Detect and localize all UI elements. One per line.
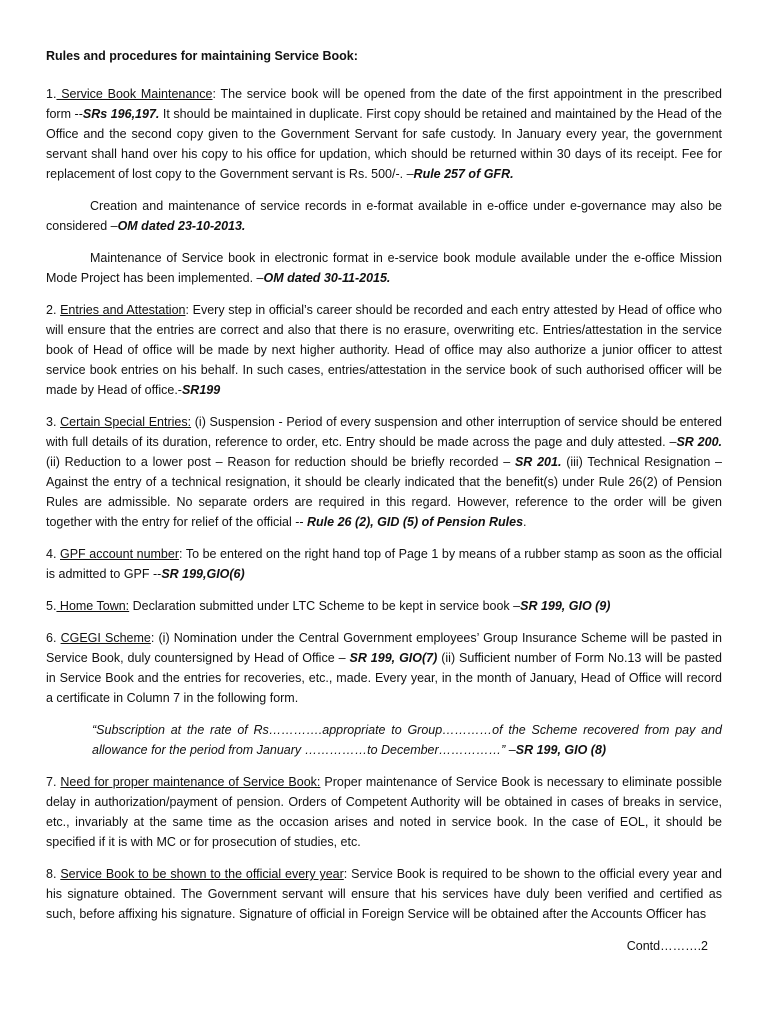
paragraph-number: 8.	[46, 867, 61, 881]
page-title: Rules and procedures for maintaining Service Book:	[46, 49, 358, 63]
paragraph-text: It should be maintained in duplicate. First copy should be retained and maintained by the Head of the Office and the second copy given to the Government Servant for safe custody. In January every year, the government servant shall hand over his copy to his office for updation, which should be returned within 30 days of its receipt. Fee for replacement of lost copy to the Government servant is Rs. 500/-. –	[46, 107, 722, 181]
section-heading: GPF account number	[60, 547, 179, 561]
paragraph-text: : Service Book is required to be shown to the official every year and his signature obtained. The Government servant will ensure that his services have duly been verified and certified as such, before affixing his signature. Signature of official in Foreign Service will be obtained after the Accounts Officer has	[46, 867, 722, 921]
paragraph-text: Creation and maintenance of service records in e-format available in e-office under e-governance may also be considered –	[46, 199, 722, 233]
paragraph-text: (ii) Reduction to a lower post – Reason for reduction should be briefly recorded –	[46, 455, 515, 469]
paragraph-text: : To be entered on the right hand top of Page 1 by means of a rubber stamp as soon as the official is admitted to GPF --	[46, 547, 722, 581]
rule-reference: OM dated 23-10-2013.	[117, 219, 246, 233]
paragraph-cgegi-scheme	[46, 628, 722, 708]
paragraph-special-entries	[46, 412, 722, 532]
paragraph-text: (iii) Technical Resignation – Against the entry of a technical resignation, it should be clearly indicated that the benefit(s) under Rule 26(2) of Pension Rules are admissible. No separate orders are required in this regard. However, reference to the order will be given together with the entry for relief of the official --	[46, 455, 722, 529]
paragraph-number: 7.	[46, 775, 61, 789]
continuation-marker: Contd……….2	[626, 939, 708, 953]
paragraph-text: .	[523, 515, 527, 529]
rule-reference: SR 199, GIO (8)	[515, 743, 607, 757]
section-heading: Home Town:	[56, 599, 130, 613]
section-heading: CGEGI Scheme	[60, 631, 151, 645]
paragraph-text: Declaration submitted under LTC Scheme to be kept in service book –	[129, 599, 521, 613]
rule-reference: SR 199, GIO(7)	[349, 651, 438, 665]
paragraph-text: : (i) Nomination under the Central Government employees’ Group Insurance Scheme will be pasted in Service Book, duly countersigned by Head of Office –	[46, 631, 722, 665]
paragraph-text: (ii) Sufficient number of Form No.13 will be pasted in Service Book and the entries for recoveries, etc., made. Every year, in the month of January, Head of Office will record a certificate in Column 7 in the following form.	[46, 651, 722, 705]
paragraph-text: (i) Suspension - Period of every suspension and other interruption of service should be entered with full details of its duration, reference to order, etc. Entry should be made across the page and duly attested. –	[46, 415, 722, 449]
rule-reference: Rule 257 of GFR.	[413, 167, 514, 181]
paragraph-text: Maintenance of Service book in electronic format in e-service book module available under the e-office Mission Mode Project has been implemented. –	[46, 251, 722, 285]
document-page	[46, 46, 722, 969]
paragraph-proper-maintenance	[46, 772, 722, 852]
paragraph-entries-attestation	[46, 300, 722, 400]
section-heading: Service Book Maintenance	[56, 87, 213, 101]
paragraph-home-town	[46, 596, 722, 616]
rule-reference: SR 201.	[514, 455, 562, 469]
rule-reference: OM dated 30-11-2015.	[263, 271, 391, 285]
section-heading: Need for proper maintenance of Service Book:	[60, 775, 321, 789]
certificate-quote	[92, 720, 722, 760]
paragraph-text: : Every step in official’s career should be recorded and each entry attested by Head of office who will ensure that the entries are correct and also that there is no erasure, overwriting etc. Entries/attestation in the service book of Head of office will be made by next higher authority. Head of office may also authorize a junior officer to attest service book entries on his behalf. In such cases, entries/attestation in the service book of such authorised officer will be made by Head of office.-	[46, 303, 722, 397]
paragraph-e-service-book	[46, 248, 722, 288]
paragraph-text: : The service book will be opened from the date of the first appointment in the prescribed form --	[46, 87, 722, 121]
section-heading: Service Book to be shown to the official every year	[60, 867, 344, 881]
paragraph-shown-every-year	[46, 864, 722, 924]
paragraph-text: Proper maintenance of Service Book is necessary to eliminate possible delay in authorization/payment of pension. Orders of Competent Authority will be obtained in cases of breaks in service, etc., invariably at the same time as the occasion arises and noted in service book. In the case of EOL, it should be specified if it is with MC or for prosecution of studies, etc.	[46, 775, 722, 849]
rule-reference: SR199	[181, 383, 221, 397]
paragraph-service-book-maintenance	[46, 84, 722, 184]
paragraph-number: 4.	[46, 547, 60, 561]
rule-reference: SR 199, GIO (9)	[520, 599, 611, 613]
quote-text: “Subscription at the rate of Rs………….appropriate to Group…………of the Scheme recovered from pay and allowance for the period from January ……………to December……………” –	[92, 723, 722, 757]
rule-reference: Rule 26 (2), GID (5) of Pension Rules	[307, 515, 524, 529]
paragraph-number: 1.	[46, 87, 57, 101]
paragraph-number: 2.	[46, 303, 61, 317]
rule-reference: SR 199,GIO(6)	[161, 567, 245, 581]
rule-reference: SRs 196,197.	[82, 107, 160, 121]
section-heading: Certain Special Entries:	[60, 415, 192, 429]
paragraph-number: 5.	[46, 599, 57, 613]
rule-reference: SR 200.	[676, 435, 722, 449]
paragraph-gpf-account	[46, 544, 722, 584]
paragraph-e-format	[46, 196, 722, 236]
paragraph-number: 3.	[46, 415, 61, 429]
paragraph-number: 6.	[46, 631, 61, 645]
section-heading: Entries and Attestation	[60, 303, 186, 317]
